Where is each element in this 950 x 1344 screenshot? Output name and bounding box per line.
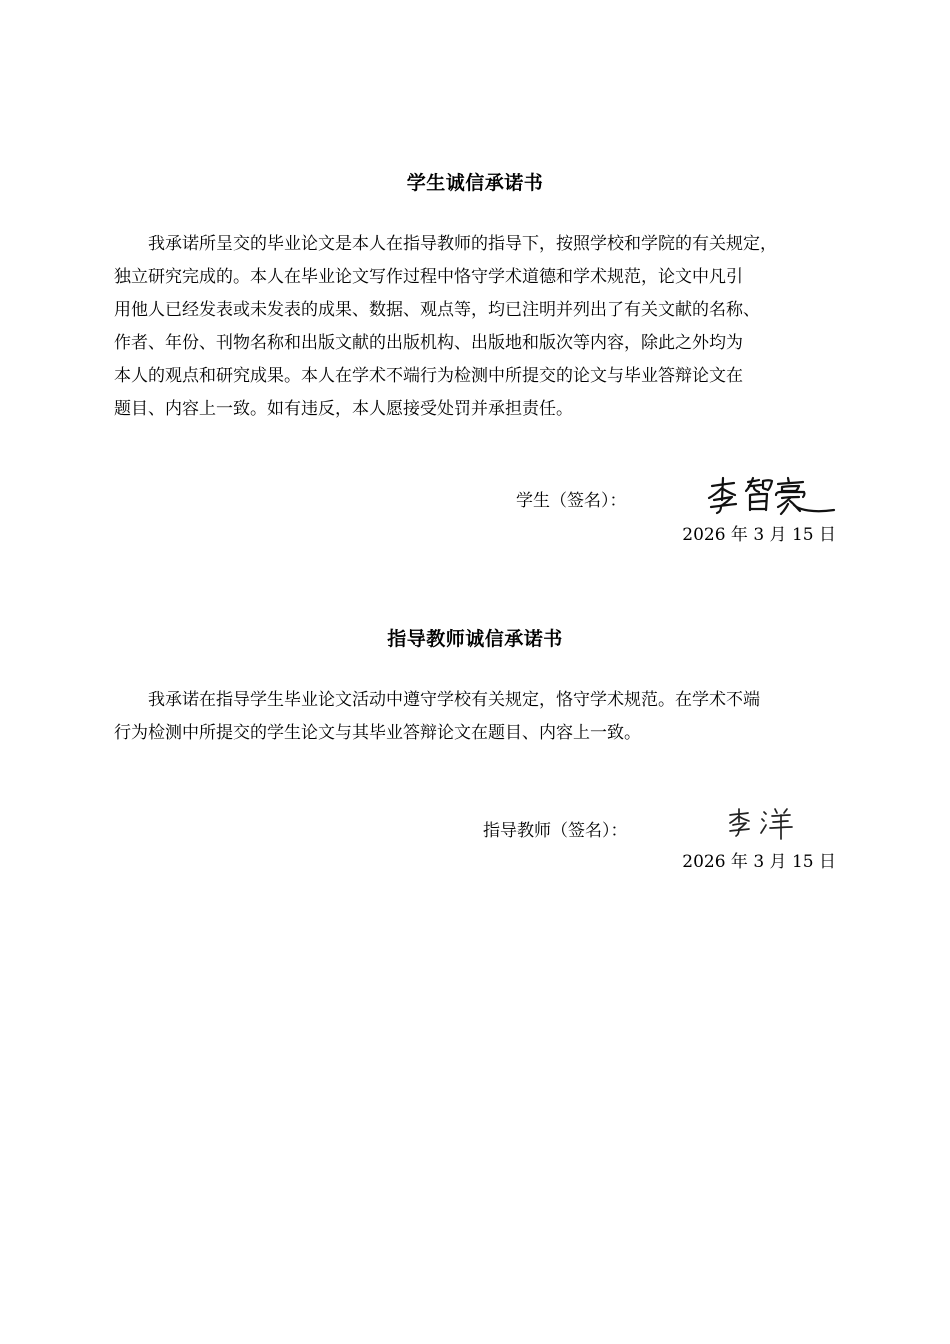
student-pledge-line: 独立研究完成的。本人在毕业论文写作过程中恪守学术道德和学术规范，论文中凡引 — [114, 267, 743, 287]
advisor-pledge-line: 行为检测中所提交的学生论文与其毕业答辩论文在题目、内容上一致。 — [114, 723, 641, 743]
student-signature-date: 2026 年 3 月 15 日 — [682, 525, 836, 545]
student-pledge-line: 题目、内容上一致。如有违反，本人愿接受处罚并承担责任。 — [114, 399, 573, 419]
student-pledge-line: 作者、年份、刊物名称和出版文献的出版机构、出版地和版次等内容，除此之外均为 — [114, 333, 743, 353]
student-pledge-line: 用他人已经发表或未发表的成果、数据、观点等，均已注明并列出了有关文献的名称、 — [114, 300, 760, 320]
advisor-pledge-body — [114, 684, 844, 750]
advisor-signature-label: 指导教师（签名）： — [483, 821, 628, 841]
advisor-signature — [726, 806, 798, 842]
student-signature-label: 学生（签名）： — [516, 491, 627, 511]
student-signature — [704, 474, 840, 518]
student-pledge-body — [114, 228, 844, 426]
advisor-pledge-line: 我承诺在指导学生毕业论文活动中遵守学校有关规定，恪守学术规范。在学术不端 — [148, 690, 760, 710]
student-pledge-title: 学生诚信承诺书 — [406, 172, 544, 194]
advisor-pledge-title: 指导教师诚信承诺书 — [387, 628, 563, 650]
student-pledge-line: 我承诺所呈交的毕业论文是本人在指导教师的指导下，按照学校和学院的有关规定， — [148, 234, 777, 254]
advisor-signature-date: 2026 年 3 月 15 日 — [682, 852, 836, 872]
student-pledge-line: 本人的观点和研究成果。本人在学术不端行为检测中所提交的论文与毕业答辩论文在 — [114, 366, 743, 386]
